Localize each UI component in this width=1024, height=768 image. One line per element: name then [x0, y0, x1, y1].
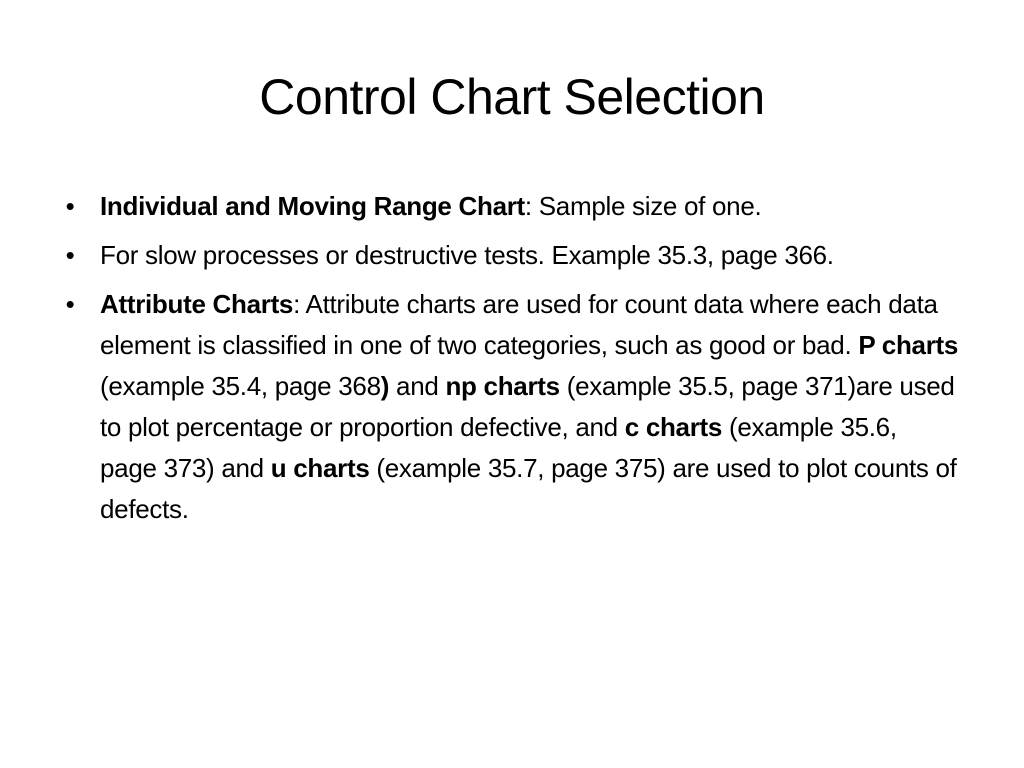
bullet-item	[60, 186, 960, 227]
bullet-icon: •	[65, 289, 75, 319]
bullet-text	[100, 191, 761, 221]
text-segment: : Attribute charts are used for count data where each data element is classified in one of two categories, such as good or bad.	[100, 289, 938, 360]
bullet-list	[60, 186, 960, 538]
bullet-text	[100, 289, 958, 524]
text-segment: (example 35.5, page 371)are used to plot percentage or proportion defective, and	[100, 371, 955, 442]
text-segment: and	[389, 371, 446, 401]
bullet-item	[60, 284, 960, 530]
bullet-icon: •	[65, 191, 75, 221]
text-segment: (example 35.4, page 368	[100, 371, 381, 401]
text-segment: (example 35.7, page 375) are used to plot counts of defects.	[100, 453, 957, 524]
text-segment: (example 35.6, page 373) and	[100, 412, 897, 483]
bold-text: )	[380, 371, 390, 401]
bold-text: P charts	[858, 330, 959, 360]
bold-text: np charts	[445, 371, 560, 401]
bold-text: Attribute Charts	[100, 289, 294, 319]
bullet-icon: •	[65, 240, 75, 270]
text-segment: For slow processes or destructive tests. Example 35.3, page 366.	[100, 240, 834, 270]
bold-text: c charts	[624, 412, 723, 442]
bold-text: Individual and Moving Range Chart	[100, 191, 525, 221]
bullet-item	[60, 235, 960, 276]
slide-title: Control Chart Selection	[259, 69, 765, 125]
text-segment: : Sample size of one.	[524, 191, 762, 221]
bullet-text	[100, 240, 834, 270]
bold-text: u charts	[270, 453, 370, 483]
